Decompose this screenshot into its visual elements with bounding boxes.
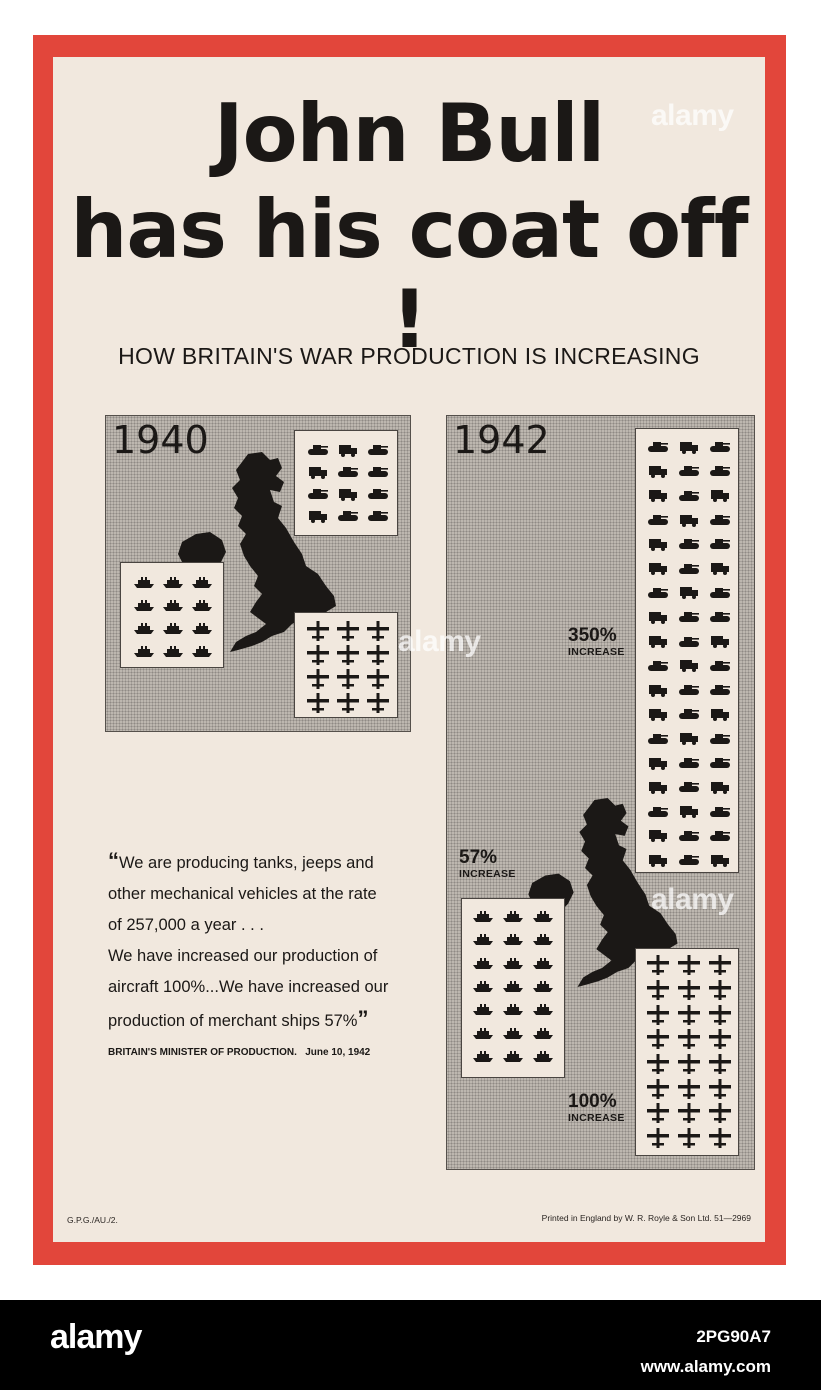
tank-icon	[704, 824, 735, 848]
plane-icon	[673, 1126, 704, 1151]
attribution-name: BRITAIN'S MINISTER OF PRODUCTION.	[108, 1047, 297, 1058]
truck-icon	[333, 439, 363, 461]
poster	[33, 35, 786, 1265]
plane-icon	[704, 953, 735, 978]
quote-line-1	[108, 845, 408, 879]
plane-icon	[642, 1101, 673, 1126]
truck-icon	[642, 532, 673, 556]
truck-icon	[673, 508, 704, 532]
plane-icon	[673, 1076, 704, 1101]
ship-icon	[187, 617, 216, 640]
tank-icon	[303, 483, 333, 505]
truck-icon	[673, 727, 704, 751]
ship-icon	[468, 905, 498, 928]
stock-url: www.alamy.com	[640, 1357, 771, 1376]
quote-line-3: of 257,000 a year . . .	[108, 916, 264, 934]
panel-1940	[105, 415, 411, 732]
ship-icon	[528, 998, 558, 1021]
ship-icon	[468, 975, 498, 998]
plane-icon	[704, 1076, 735, 1101]
aircraft-box-1940	[294, 612, 398, 718]
tank-icon	[642, 435, 673, 459]
increase-100-value: 100%	[568, 1091, 617, 1112]
increase-57-value: 57%	[459, 847, 498, 868]
subtitle: HOW BRITAIN'S WAR PRODUCTION IS INCREASING	[118, 343, 700, 369]
truck-icon	[704, 775, 735, 799]
truck-icon	[642, 751, 673, 775]
plane-icon	[642, 953, 673, 978]
ship-icon	[468, 952, 498, 975]
aircraft-grid-1940	[303, 619, 393, 715]
stock-logo: alamy	[50, 1318, 142, 1356]
truck-icon	[642, 678, 673, 702]
tank-icon	[704, 751, 735, 775]
tank-icon	[704, 532, 735, 556]
plane-icon	[333, 691, 363, 715]
plane-icon	[303, 691, 333, 715]
truck-icon	[642, 629, 673, 653]
plane-icon	[673, 1101, 704, 1126]
stock-bar	[0, 1300, 821, 1390]
vehicles-grid-1940	[303, 439, 393, 527]
truck-icon	[642, 484, 673, 508]
tank-icon	[673, 605, 704, 629]
truck-icon	[704, 702, 735, 726]
ship-icon	[498, 998, 528, 1021]
tank-icon	[642, 581, 673, 605]
plane-icon	[673, 1027, 704, 1052]
watermark-right: alamy	[651, 883, 734, 916]
tank-icon	[363, 439, 393, 461]
tank-icon	[363, 483, 393, 505]
tank-icon	[673, 629, 704, 653]
tank-icon	[704, 435, 735, 459]
tank-icon	[363, 461, 393, 483]
quote-line-5: aircraft 100%...We have increased our	[108, 978, 389, 996]
ships-grid-1942	[468, 905, 558, 1068]
truck-icon	[704, 556, 735, 580]
quote-line-2: other mechanical vehicles at the rate	[108, 885, 377, 903]
title-line-1: John Bull	[213, 87, 605, 180]
tank-icon	[642, 727, 673, 751]
increase-350-label: INCREASE	[568, 646, 625, 658]
ship-icon	[528, 975, 558, 998]
truck-icon	[642, 556, 673, 580]
tank-icon	[673, 751, 704, 775]
ship-icon	[129, 640, 158, 663]
increase-350-value: 350%	[568, 625, 617, 646]
tank-icon	[363, 505, 393, 527]
plane-icon	[363, 643, 393, 667]
plane-icon	[333, 667, 363, 691]
tank-icon	[333, 461, 363, 483]
tank-icon	[673, 678, 704, 702]
tank-icon	[303, 439, 333, 461]
title-line-2: has his coat off !	[70, 183, 748, 366]
tank-icon	[704, 799, 735, 823]
footer-code: G.P.G./AU./2.	[67, 1215, 118, 1225]
ships-grid-1940	[129, 571, 216, 663]
ship-icon	[129, 594, 158, 617]
aircraft-grid-1942	[642, 953, 735, 1151]
tank-icon	[704, 605, 735, 629]
plane-icon	[704, 1002, 735, 1027]
truck-icon	[333, 483, 363, 505]
plane-icon	[363, 619, 393, 643]
tank-icon	[704, 581, 735, 605]
panel-1940-year: 1940	[112, 418, 209, 462]
truck-icon	[642, 459, 673, 483]
truck-icon	[673, 435, 704, 459]
truck-icon	[642, 605, 673, 629]
tank-icon	[704, 508, 735, 532]
poster-paper	[53, 57, 765, 1242]
plane-icon	[333, 619, 363, 643]
tank-icon	[704, 459, 735, 483]
truck-icon	[673, 654, 704, 678]
truck-icon	[673, 581, 704, 605]
increase-57-label: INCREASE	[459, 868, 516, 880]
plane-icon	[303, 619, 333, 643]
increase-100-label: INCREASE	[568, 1112, 625, 1124]
ship-icon	[187, 594, 216, 617]
footer-printer: Printed in England by W. R. Royle & Son Ltd. 51—2969	[541, 1213, 751, 1223]
truck-icon	[303, 505, 333, 527]
tank-icon	[673, 484, 704, 508]
tank-icon	[333, 505, 363, 527]
truck-icon	[642, 702, 673, 726]
ships-box-1940	[120, 562, 224, 668]
ship-icon	[498, 975, 528, 998]
ship-icon	[528, 952, 558, 975]
plane-icon	[333, 643, 363, 667]
ship-icon	[129, 617, 158, 640]
plane-icon	[704, 978, 735, 1003]
quote-line-6-text: production of merchant ships 57%	[108, 1012, 358, 1030]
ship-icon	[468, 1021, 498, 1044]
plane-icon	[642, 1052, 673, 1077]
plane-icon	[642, 978, 673, 1003]
tank-icon	[673, 532, 704, 556]
truck-icon	[704, 848, 735, 872]
tank-icon	[704, 678, 735, 702]
ships-box-1942	[461, 898, 565, 1078]
tank-icon	[642, 654, 673, 678]
tank-icon	[642, 508, 673, 532]
vehicles-box-1940	[294, 430, 398, 536]
ship-icon	[158, 571, 187, 594]
ship-icon	[528, 928, 558, 951]
quote-block	[108, 845, 408, 1037]
ship-icon	[498, 1045, 528, 1068]
ship-icon	[528, 1045, 558, 1068]
plane-icon	[303, 643, 333, 667]
stock-info	[641, 1322, 771, 1382]
plane-icon	[642, 1076, 673, 1101]
ship-icon	[498, 952, 528, 975]
plane-icon	[363, 691, 393, 715]
plane-icon	[303, 667, 333, 691]
truck-icon	[704, 629, 735, 653]
watermark-top-right: alamy	[651, 99, 734, 132]
ship-icon	[468, 998, 498, 1021]
ship-icon	[468, 1045, 498, 1068]
plane-icon	[642, 1126, 673, 1151]
plane-icon	[642, 1027, 673, 1052]
quote-line-4: We have increased our production of	[108, 947, 378, 965]
plane-icon	[704, 1027, 735, 1052]
tank-icon	[704, 654, 735, 678]
quote-line-1-text: We are producing tanks, jeeps and	[119, 854, 374, 872]
attribution-date: June 10, 1942	[305, 1047, 371, 1058]
increase-100	[568, 1092, 625, 1124]
plane-icon	[704, 1101, 735, 1126]
tank-icon	[704, 727, 735, 751]
plane-icon	[673, 1002, 704, 1027]
ship-icon	[158, 640, 187, 663]
stock-image-id: 2PG90A7	[696, 1327, 771, 1346]
watermark-center: alamy	[398, 625, 481, 658]
quote-open-mark: “	[108, 848, 119, 873]
ship-icon	[158, 594, 187, 617]
plane-icon	[673, 978, 704, 1003]
truck-icon	[704, 484, 735, 508]
plane-icon	[673, 1052, 704, 1077]
tank-icon	[673, 702, 704, 726]
tank-icon	[673, 459, 704, 483]
increase-57	[459, 848, 516, 880]
ship-icon	[129, 571, 158, 594]
ship-icon	[528, 905, 558, 928]
aircraft-box-1942	[635, 948, 739, 1156]
increase-350	[568, 626, 625, 658]
ship-icon	[498, 928, 528, 951]
plane-icon	[704, 1052, 735, 1077]
plane-icon	[673, 953, 704, 978]
ship-icon	[468, 928, 498, 951]
tank-icon	[673, 556, 704, 580]
ship-icon	[187, 640, 216, 663]
panel-1942-year: 1942	[453, 418, 550, 462]
truck-icon	[303, 461, 333, 483]
ship-icon	[528, 1021, 558, 1044]
panel-1942	[446, 415, 755, 1170]
plane-icon	[704, 1126, 735, 1151]
ship-icon	[187, 571, 216, 594]
ship-icon	[498, 1021, 528, 1044]
quote-close-mark: ”	[357, 1006, 369, 1031]
ship-icon	[158, 617, 187, 640]
attribution	[108, 1047, 370, 1058]
quote-line-6	[108, 1003, 408, 1037]
plane-icon	[642, 1002, 673, 1027]
ship-icon	[498, 905, 528, 928]
plane-icon	[363, 667, 393, 691]
